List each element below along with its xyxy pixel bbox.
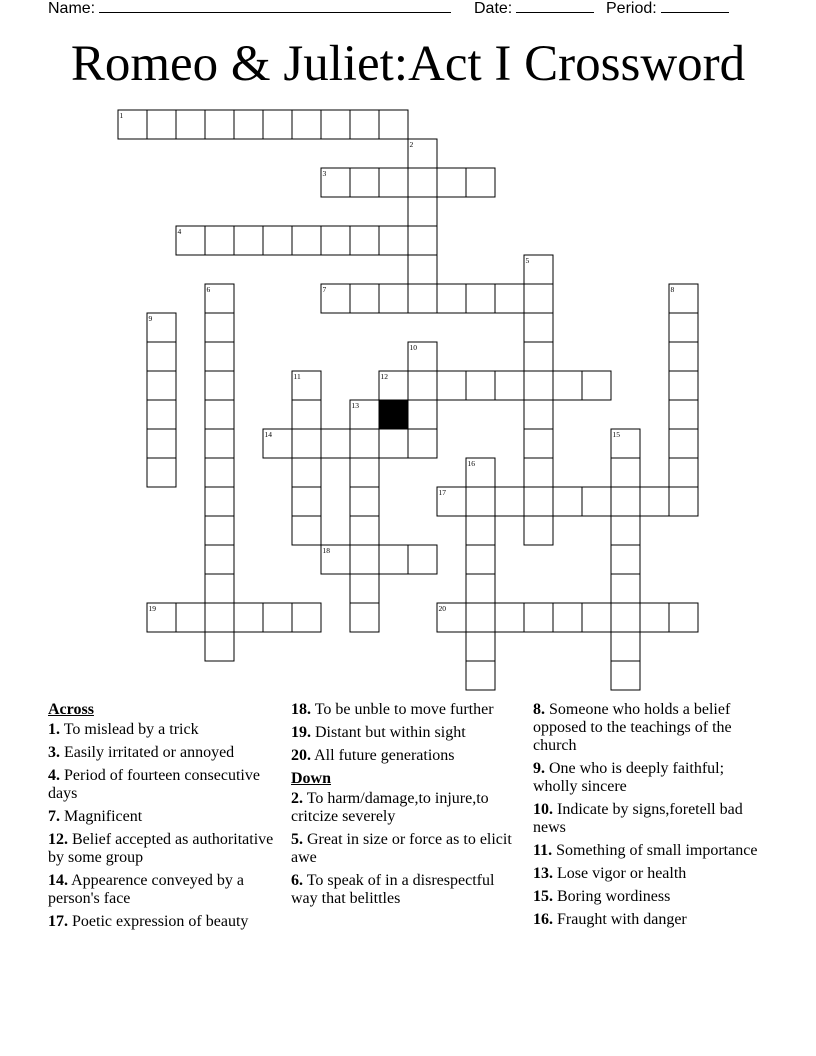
crossword-cell[interactable] <box>379 226 408 255</box>
name-blank[interactable] <box>99 0 451 13</box>
crossword-cell[interactable] <box>292 516 321 545</box>
period-label: Period: <box>606 0 657 17</box>
cell-number: 5 <box>525 256 530 265</box>
crossword-cell[interactable] <box>611 574 640 603</box>
period-field[interactable] <box>606 0 729 18</box>
crossword-cell[interactable] <box>408 545 437 574</box>
clue-across-12: 12. Belief accepted as authoritative by some group <box>48 831 274 866</box>
across-heading: Across <box>48 701 94 718</box>
crossword-cell[interactable] <box>350 284 379 313</box>
crossword-cell[interactable] <box>669 371 698 400</box>
crossword-cell[interactable] <box>611 661 640 690</box>
crossword-cell[interactable] <box>350 458 379 487</box>
clue-across-3: 3. Easily irritated or annoyed <box>48 744 235 761</box>
crossword-cell[interactable] <box>292 400 321 429</box>
crossword-cell[interactable] <box>524 429 553 458</box>
crossword-cell[interactable] <box>495 603 524 632</box>
clue-across-19: 19. Distant but within sight <box>291 724 466 741</box>
crossword-cell[interactable] <box>350 168 379 197</box>
crossword-cell[interactable] <box>408 400 437 429</box>
cell-number: 12 <box>380 372 388 381</box>
crossword-cell[interactable] <box>350 545 379 574</box>
crossword-cell[interactable] <box>205 545 234 574</box>
cell-number: 14 <box>264 430 272 439</box>
crossword-cell[interactable] <box>495 371 524 400</box>
crossword-cell[interactable] <box>205 574 234 603</box>
crossword-cell[interactable] <box>118 110 147 139</box>
crossword-cell[interactable] <box>350 429 379 458</box>
cell-number: 18 <box>322 546 330 555</box>
crossword-cell[interactable] <box>408 197 437 226</box>
crossword-cell[interactable] <box>205 429 234 458</box>
crossword-cell[interactable] <box>466 574 495 603</box>
crossword-cell[interactable] <box>611 487 640 516</box>
cell-number: 7 <box>322 285 327 294</box>
crossword-cell[interactable] <box>205 487 234 516</box>
crossword-cell[interactable] <box>408 284 437 313</box>
crossword-cell[interactable] <box>176 226 205 255</box>
clue-down-2: 2. To harm/damage,to injure,to critcize severely <box>291 790 489 825</box>
crossword-cell[interactable] <box>292 226 321 255</box>
crossword-cell[interactable] <box>205 284 234 313</box>
crossword-cell[interactable] <box>350 110 379 139</box>
crossword-cell[interactable] <box>524 603 553 632</box>
crossword-cell[interactable] <box>524 371 553 400</box>
cell-number: 3 <box>322 169 327 178</box>
date-blank[interactable] <box>516 0 594 13</box>
crossword-cell[interactable] <box>669 342 698 371</box>
date-label: Date: <box>474 0 513 17</box>
cell-number: 20 <box>438 604 446 613</box>
crossword-cell[interactable] <box>524 255 553 284</box>
crossword-cell[interactable] <box>205 516 234 545</box>
crossword-cell[interactable] <box>669 429 698 458</box>
crossword-cell[interactable] <box>350 574 379 603</box>
crossword-cell[interactable] <box>292 371 321 400</box>
crossword-cell[interactable] <box>669 603 698 632</box>
cell-number: 19 <box>148 604 156 613</box>
crossword-cell[interactable] <box>292 429 321 458</box>
cell-number: 4 <box>177 227 182 236</box>
crossword-cell[interactable] <box>437 603 466 632</box>
crossword-cell[interactable] <box>292 110 321 139</box>
crossword-cell[interactable] <box>205 603 234 632</box>
date-field[interactable] <box>474 0 594 18</box>
cell-number: 17 <box>438 488 446 497</box>
crossword-cell[interactable] <box>379 429 408 458</box>
crossword-cell[interactable] <box>495 487 524 516</box>
crossword-cell[interactable] <box>408 429 437 458</box>
crossword-cell[interactable] <box>205 458 234 487</box>
crossword-cell[interactable] <box>292 603 321 632</box>
crossword-cell[interactable] <box>321 226 350 255</box>
crossword-cell[interactable] <box>524 342 553 371</box>
crossword-cell[interactable] <box>611 516 640 545</box>
crossword-cell[interactable] <box>147 110 176 139</box>
crossword-cell[interactable] <box>466 545 495 574</box>
clue-across-7: 7. Magnificent <box>48 808 143 825</box>
crossword-cell[interactable] <box>234 603 263 632</box>
crossword-cell[interactable] <box>147 429 176 458</box>
cell-number: 13 <box>351 401 359 410</box>
clue-across-20: 20. All future generations <box>291 747 455 764</box>
crossword-cell[interactable] <box>263 603 292 632</box>
clue-across-14: 14. Appearence conveyed by a person's face <box>48 872 244 907</box>
crossword-cell[interactable] <box>408 226 437 255</box>
cell-number: 16 <box>467 459 475 468</box>
clue-down-5: 5. Great in size or force as to elicit awe <box>291 831 512 866</box>
crossword-cell[interactable] <box>350 400 379 429</box>
clues-column-3 <box>533 701 769 934</box>
crossword-cell[interactable] <box>234 226 263 255</box>
crossword-cell[interactable] <box>263 226 292 255</box>
crossword-cell[interactable] <box>524 458 553 487</box>
cell-number: 15 <box>612 430 620 439</box>
crossword-cell[interactable] <box>437 284 466 313</box>
crossword-black-cell <box>379 400 408 429</box>
crossword-cell[interactable] <box>408 342 437 371</box>
crossword-cell[interactable] <box>466 516 495 545</box>
crossword-cell[interactable] <box>205 313 234 342</box>
crossword-cell[interactable] <box>263 110 292 139</box>
crossword-cell[interactable] <box>292 487 321 516</box>
crossword-cell[interactable] <box>466 284 495 313</box>
cell-number: 9 <box>148 314 153 323</box>
crossword-cell[interactable] <box>524 516 553 545</box>
clue-across-4: 4. Period of fourteen consecutive days <box>48 767 260 802</box>
crossword-cell[interactable] <box>669 284 698 313</box>
crossword-cell[interactable] <box>292 458 321 487</box>
clue-across-18: 18. To be unble to move further <box>291 701 494 718</box>
crossword-cell[interactable] <box>611 458 640 487</box>
crossword-cell[interactable] <box>466 487 495 516</box>
crossword-cell[interactable] <box>321 110 350 139</box>
crossword-cell[interactable] <box>640 603 669 632</box>
crossword-cell[interactable] <box>582 371 611 400</box>
crossword-cell[interactable] <box>205 371 234 400</box>
crossword-cell[interactable] <box>408 255 437 284</box>
crossword-cell[interactable] <box>437 168 466 197</box>
clue-down-9: 9. One who is deeply faithful; wholly sincere <box>533 760 725 795</box>
crossword-cell[interactable] <box>466 371 495 400</box>
crossword-cell[interactable] <box>176 603 205 632</box>
crossword-cell[interactable] <box>669 458 698 487</box>
crossword-cell[interactable] <box>379 545 408 574</box>
crossword-cell[interactable] <box>321 429 350 458</box>
crossword-cell[interactable] <box>205 110 234 139</box>
crossword-cell[interactable] <box>466 632 495 661</box>
crossword-cell[interactable] <box>611 545 640 574</box>
crossword-cell[interactable] <box>669 400 698 429</box>
crossword-cell[interactable] <box>350 226 379 255</box>
crossword-cell[interactable] <box>466 603 495 632</box>
cell-number: 8 <box>670 285 675 294</box>
crossword-cell[interactable] <box>408 371 437 400</box>
crossword-cell[interactable] <box>321 168 350 197</box>
crossword-cell[interactable] <box>524 284 553 313</box>
clue-down-10: 10. Indicate by signs,foretell bad news <box>533 801 743 836</box>
crossword-cell[interactable] <box>553 603 582 632</box>
crossword-cell[interactable] <box>147 342 176 371</box>
crossword-cell[interactable] <box>234 110 263 139</box>
crossword-cell[interactable] <box>582 603 611 632</box>
cell-number: 10 <box>409 343 417 352</box>
crossword-cell[interactable] <box>147 371 176 400</box>
crossword-cell[interactable] <box>379 371 408 400</box>
clue-down-11: 11. Something of small importance <box>533 842 758 859</box>
crossword-cell[interactable] <box>205 342 234 371</box>
clues-column-2 <box>291 701 521 913</box>
crossword-cell[interactable] <box>147 400 176 429</box>
crossword-cell[interactable] <box>263 429 292 458</box>
name-field[interactable] <box>48 0 451 18</box>
crossword-cell[interactable] <box>669 487 698 516</box>
clues-column-1 <box>48 701 278 936</box>
crossword-cell[interactable] <box>524 487 553 516</box>
crossword-cell[interactable] <box>611 603 640 632</box>
crossword-cell[interactable] <box>379 110 408 139</box>
clue-down-8: 8. Someone who holds a belief opposed to the teachings of the church <box>533 701 732 754</box>
name-label: Name: <box>48 0 96 17</box>
crossword-cell[interactable] <box>205 632 234 661</box>
crossword-cell[interactable] <box>205 400 234 429</box>
crossword-cell[interactable] <box>379 284 408 313</box>
crossword-cell[interactable] <box>524 400 553 429</box>
crossword-cell[interactable] <box>147 313 176 342</box>
crossword-cell[interactable] <box>611 429 640 458</box>
crossword-cell[interactable] <box>321 284 350 313</box>
clue-across-17: 17. Poetic expression of beauty <box>48 913 249 930</box>
crossword-cell[interactable] <box>321 545 350 574</box>
crossword-cell[interactable] <box>408 139 437 168</box>
clue-down-6: 6. To speak of in a disrespectful way that belittles <box>291 872 495 907</box>
period-blank[interactable] <box>661 0 729 13</box>
crossword-cell[interactable] <box>205 226 234 255</box>
crossword-cell[interactable] <box>350 487 379 516</box>
crossword-cell[interactable] <box>582 487 611 516</box>
crossword-cell[interactable] <box>147 603 176 632</box>
crossword-cell[interactable] <box>611 632 640 661</box>
crossword-cell[interactable] <box>524 313 553 342</box>
clue-down-13: 13. Lose vigor or health <box>533 865 687 882</box>
down-heading: Down <box>291 770 332 787</box>
crossword-cell[interactable] <box>350 603 379 632</box>
crossword-cell[interactable] <box>176 110 205 139</box>
crossword-cell[interactable] <box>466 458 495 487</box>
crossword-cell[interactable] <box>466 168 495 197</box>
crossword-cell[interactable] <box>408 168 437 197</box>
crossword-cell[interactable] <box>437 487 466 516</box>
cell-number: 6 <box>206 285 211 294</box>
crossword-cell[interactable] <box>669 313 698 342</box>
cell-number: 1 <box>119 111 124 120</box>
crossword-cell[interactable] <box>553 487 582 516</box>
crossword-cell[interactable] <box>350 516 379 545</box>
cell-number: 2 <box>409 140 414 149</box>
crossword-cell[interactable] <box>553 371 582 400</box>
crossword-cell[interactable] <box>466 661 495 690</box>
crossword-cell[interactable] <box>147 458 176 487</box>
clue-down-16: 16. Fraught with danger <box>533 911 687 928</box>
cell-number: 11 <box>293 372 301 381</box>
page-title: Romeo & Juliet:Act I Crossword <box>70 36 746 92</box>
crossword-cell[interactable] <box>379 168 408 197</box>
crossword-cell[interactable] <box>495 284 524 313</box>
crossword-cell[interactable] <box>640 487 669 516</box>
crossword-cell[interactable] <box>437 371 466 400</box>
clue-across-1: 1. To mislead by a trick <box>48 721 199 738</box>
clue-down-15: 15. Boring wordiness <box>533 888 671 905</box>
